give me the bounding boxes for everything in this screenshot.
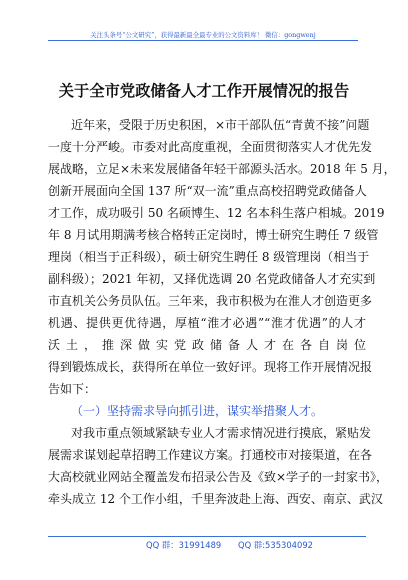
paragraph-line: 近年来，受限于历史积困，×市干部队伍“青黄不接”问题 <box>71 118 370 132</box>
paragraph-line: 市直机关公务员队伍。三年来，我市积极为在淮人才创造更多 <box>48 294 373 308</box>
document-title: 关于全市党政储备人才工作开展情况的报告 <box>58 82 350 100</box>
footer-qq-group-2: QQ 群:535304092 <box>238 540 313 550</box>
section-heading: （一）坚持需求导向抓引进，谋实举措聚人才。 <box>71 404 324 418</box>
paragraph-line: 一度十分严峻。市委对此高度重视，全面贯彻落实人才优先发 <box>48 140 373 154</box>
footer-qq-group-1: QQ 群：31991489 <box>146 540 222 550</box>
paragraph-line: 大高校就业网站全覆盖发布招录公告及《致×学子的一封家书》， <box>48 470 389 484</box>
paragraph-line: 机遇、提供更优待遇，厚植“淮才必遇”“淮才优遇”的人才 <box>48 316 366 330</box>
paragraph-line: 沃土，推深做实党政储备人才在各自岗位 <box>48 338 366 352</box>
paragraph-line: 对我市重点领域紧缺专业人才需求情况进行摸底，紧贴发 <box>71 426 372 440</box>
footer-bar <box>48 536 366 553</box>
paragraph-line: 副科级）；2021 年初，又择优选调 20 名党政储备人才充实到 <box>48 272 376 286</box>
paragraph-line: 才工作，成功吸引 50 名硕博生、12 名本科生落户相城。2019 <box>48 206 385 220</box>
paragraph-line: 牵头成立 12 个工作小组，千里奔波赴上海、西安、南京、武汉 <box>48 492 383 506</box>
header-notice-bar <box>48 22 358 41</box>
header-notice: 关注头条号“公文研究”，获得最新最全最专业的公文资料库！ 微信：gongwenj <box>90 31 316 39</box>
paragraph-line: 展需求谋划起草招聘工作建议方案。打通校市对接渠道，在各 <box>48 448 373 462</box>
paragraph-line: 年 8 月试用期满考核合格转正定岗时，博士研究生聘任 7 级管 <box>48 228 379 242</box>
paragraph-line: 展战略，立足×未来发展储备年轻干部源头活水。2018 年 5 月， <box>48 162 396 176</box>
paragraph-line: 得到锻炼成长，获得所在单位一致好评。现将工作开展情况报 <box>48 360 373 374</box>
paragraph-line: 创新开展面向全国 137 所“双一流”重点高校招聘党政储备人 <box>48 184 367 198</box>
paragraph-line: 理岗（相当于正科级），硕士研究生聘任 8 级管理岗（相当于 <box>48 250 370 264</box>
paragraph-line: 告如下： <box>48 382 97 396</box>
